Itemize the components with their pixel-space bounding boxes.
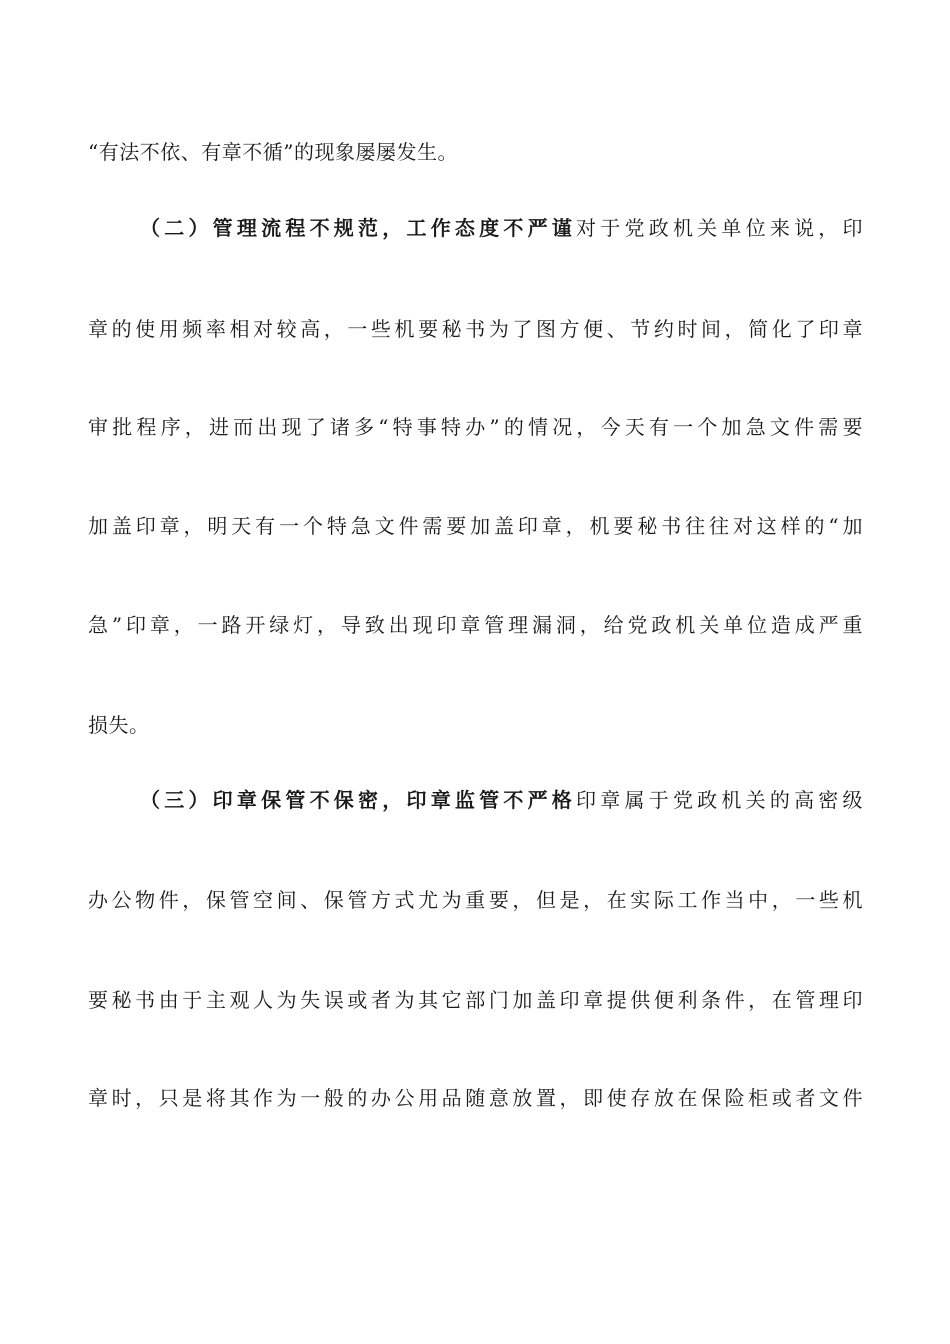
section-heading: （三）印章保管不保密，印章监管不严格 xyxy=(140,788,577,812)
text-line xyxy=(88,986,863,1014)
text-line xyxy=(140,214,863,242)
section-heading: （二）管理流程不规范，工作态度不严谨 xyxy=(140,216,577,240)
text-line xyxy=(88,886,863,914)
paragraph-text: 办公物件，保管空间、保管方式尤为重要，但是，在实际工作当中，一些机 xyxy=(88,888,863,912)
paragraph-text: 对于党政机关单位来说，印 xyxy=(576,216,864,240)
paragraph-text: 印章属于党政机关的高密级 xyxy=(576,788,864,812)
text-line xyxy=(88,512,863,540)
text-line xyxy=(88,315,863,343)
text-line xyxy=(88,138,863,166)
paragraph-text: 章时，只是将其作为一般的办公用品随意放置，即使存放在保险柜或者文件 xyxy=(88,1086,863,1110)
paragraph-text: 审批程序，进而出现了诸多“特事特办”的情况，今天有一个加急文件需要 xyxy=(88,415,863,439)
paragraph-text: 要秘书由于主观人为失误或者为其它部门加盖印章提供便利条件，在管理印 xyxy=(88,988,863,1012)
paragraph-text: 加盖印章，明天有一个特急文件需要加盖印章，机要秘书往往对这样的“加 xyxy=(88,514,863,538)
paragraph-text: “有法不依、有章不循”的现象屡屡发生。 xyxy=(88,140,458,164)
text-line xyxy=(140,786,863,814)
text-line xyxy=(88,413,863,441)
text-line xyxy=(88,611,863,639)
paragraph-text: 损失。 xyxy=(88,713,150,737)
paragraph-text: 章的使用频率相对较高，一些机要秘书为了图方便、节约时间，简化了印章 xyxy=(88,317,863,341)
paragraph-text: 急”印章，一路开绿灯，导致出现印章管理漏洞，给党政机关单位造成严重 xyxy=(88,613,863,637)
text-line xyxy=(88,1084,863,1112)
text-line xyxy=(88,711,863,739)
